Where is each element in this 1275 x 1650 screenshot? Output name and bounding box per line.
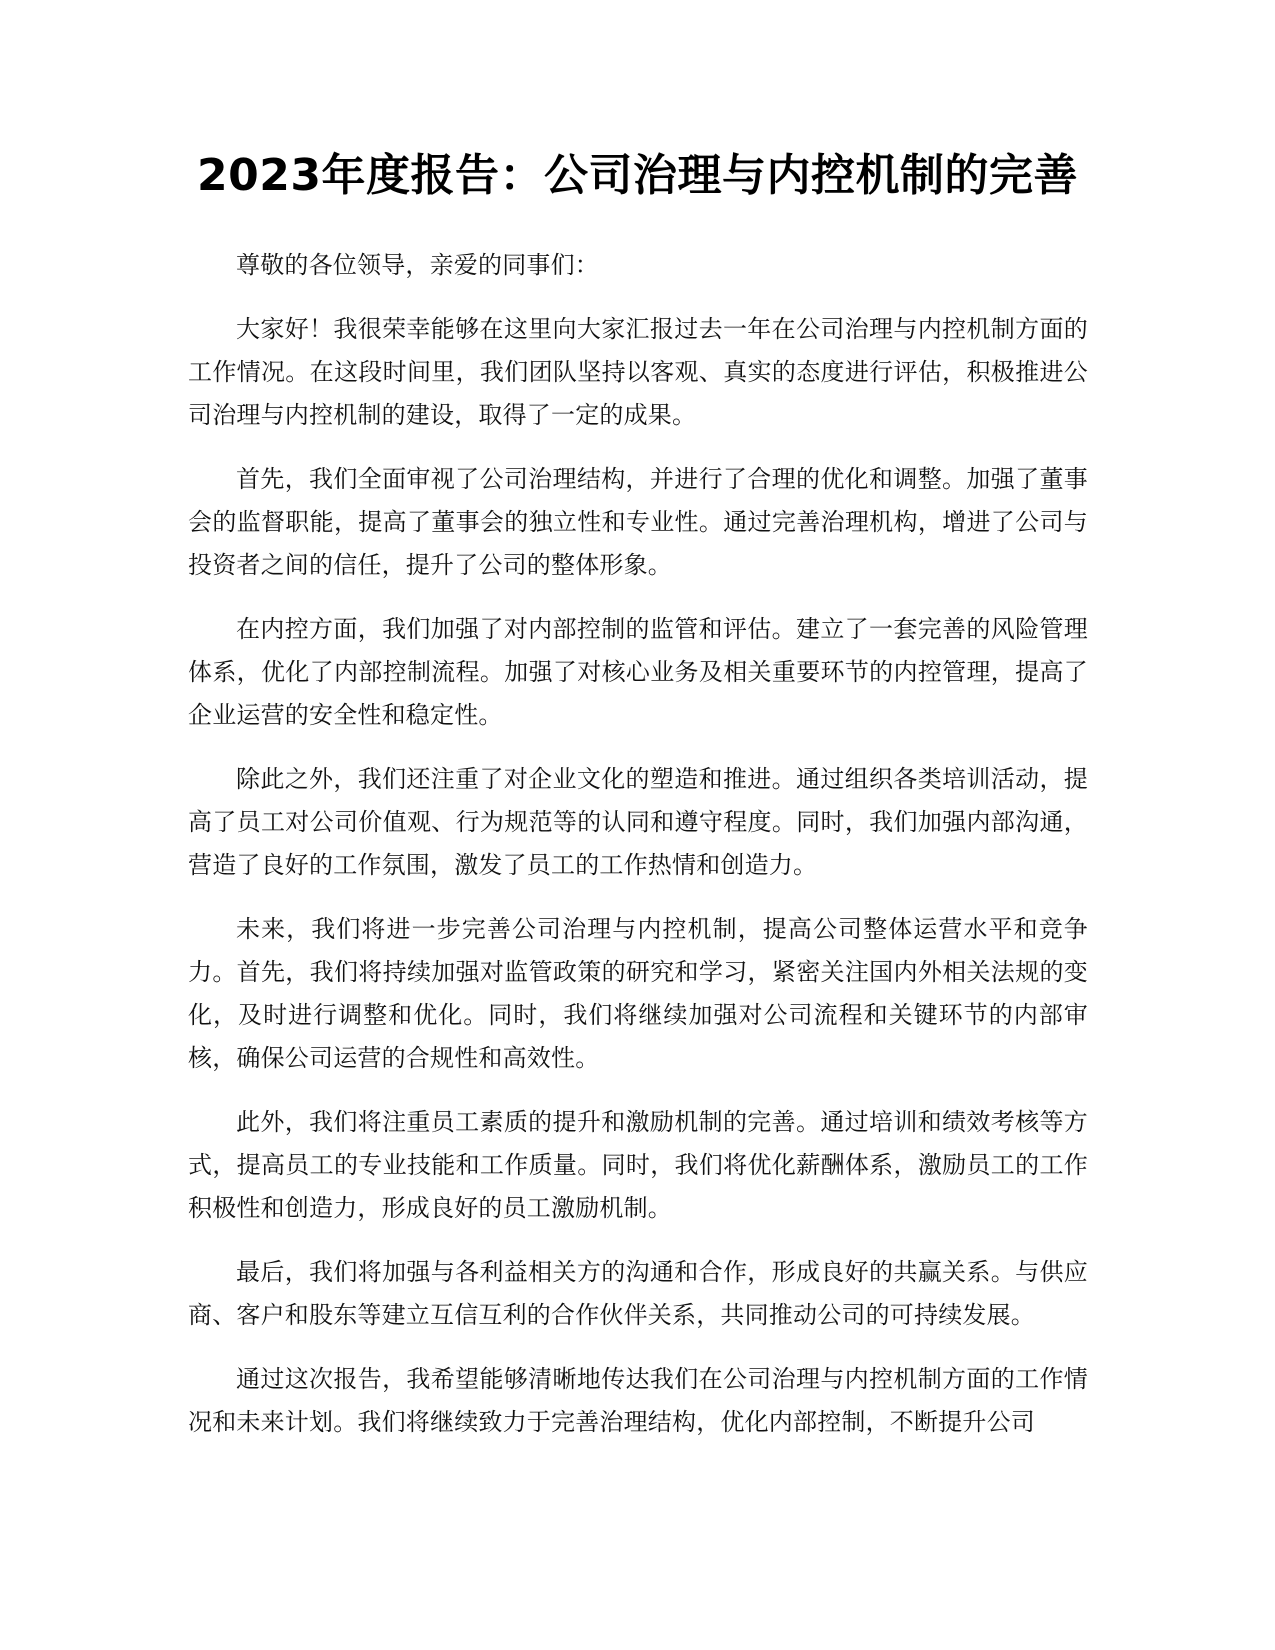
paragraph: 在内控方面，我们加强了对内部控制的监管和评估。建立了一套完善的风险管理体系，优化了内部控制流程。加强了对核心业务及相关重要环节的内控管理，提高了企业运营的安全性和稳定性。 [188,615,1088,729]
paragraph-salutation: 尊敬的各位领导，亲爱的同事们： [236,251,599,279]
document-title: 2023年度报告：公司治理与内控机制的完善 [197,150,1078,201]
paragraph: 除此之外，我们还注重了对企业文化的塑造和推进。通过组织各类培训活动，提高了员工对公司价值观、行为规范等的认同和遵守程度。同时，我们加强内部沟通，营造了良好的工作氛围，激发了员工的工作热情和创造力。 [188,765,1088,879]
paragraph: 此外，我们将注重员工素质的提升和激励机制的完善。通过培训和绩效考核等方式，提高员工的专业技能和工作质量。同时，我们将优化薪酬体系，激励员工的工作积极性和创造力，形成良好的员工激励机制。 [188,1108,1088,1222]
paragraph: 首先，我们全面审视了公司治理结构，并进行了合理的优化和调整。加强了董事会的监督职能，提高了董事会的独立性和专业性。通过完善治理机构，增进了公司与投资者之间的信任，提升了公司的整体形象。 [188,465,1088,579]
paragraph: 大家好！我很荣幸能够在这里向大家汇报过去一年在公司治理与内控机制方面的工作情况。在这段时间里，我们团队坚持以客观、真实的态度进行评估，积极推进公司治理与内控机制的建设，取得了一定的成果。 [188,315,1088,429]
paragraph: 通过这次报告，我希望能够清晰地传达我们在公司治理与内控机制方面的工作情况和未来计划。我们将继续致力于完善治理结构，优化内部控制，不断提升公司 [188,1365,1088,1436]
paragraph: 未来，我们将进一步完善公司治理与内控机制，提高公司整体运营水平和竞争力。首先，我们将持续加强对监管政策的研究和学习，紧密关注国内外相关法规的变化，及时进行调整和优化。同时，我们将继续加强对公司流程和关键环节的内部审核，确保公司运营的合规性和高效性。 [188,915,1088,1072]
paragraph: 最后，我们将加强与各利益相关方的沟通和合作，形成良好的共赢关系。与供应商、客户和股东等建立互信互利的合作伙伴关系，共同推动公司的可持续发展。 [188,1258,1088,1329]
document-body [188,244,1088,1465]
